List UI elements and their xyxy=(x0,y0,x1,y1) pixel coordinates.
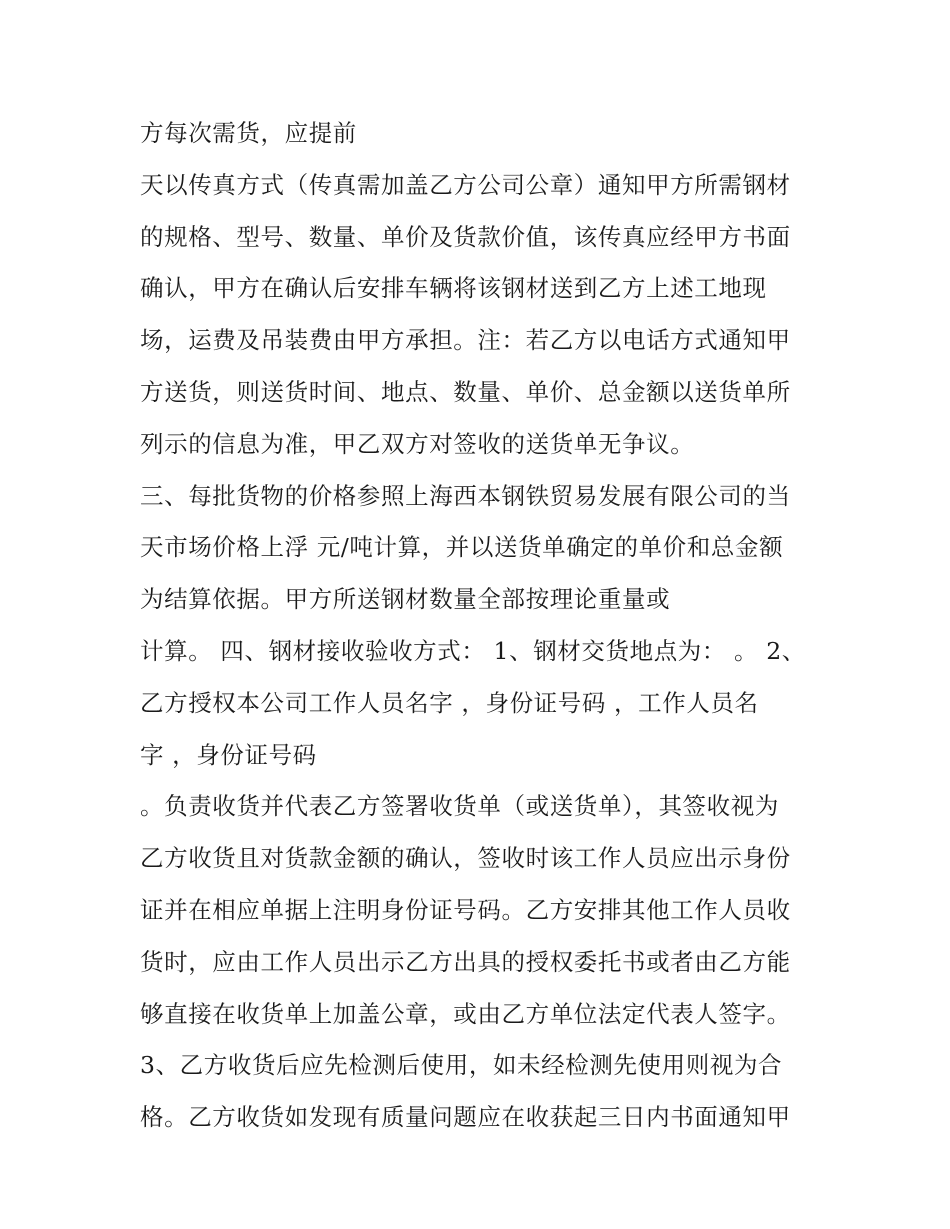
text-line: 确认，甲方在确认后安排车辆将该钢材送到乙方上述工地现 xyxy=(140,274,767,303)
text-line: 方送货，则送货时间、地点、数量、单价、总金额以送货单所 xyxy=(140,377,791,406)
text-line: 的规格、型号、数量、单价及货款价值，该传真应经甲方书面 xyxy=(140,222,791,251)
text-line: 货时，应由工作人员出示乙方出具的授权委托书或者由乙方能 xyxy=(140,947,791,976)
text-line: 天以传真方式（传真需加盖乙方公司公章）通知甲方所需钢材 xyxy=(140,170,791,199)
text-line: 天市场价格上浮 元/吨计算，并以送货单确定的单价和总金额 xyxy=(140,533,784,562)
text-line: 3、乙方收货后应先检测后使用，如未经检测先使用则视为合 xyxy=(140,1051,783,1080)
text-line: 字 ，身份证号码 xyxy=(140,740,317,769)
text-line: 。负责收货并代表乙方签署收货单（或送货单），其签收视为 xyxy=(140,792,779,821)
text-line: 证并在相应单据上注明身份证号码。乙方安排其他工作人员收 xyxy=(140,895,791,924)
text-line: 乙方授权本公司工作人员名字 ，身份证号码 ，工作人员名 xyxy=(140,688,759,717)
text-line: 三、每批货物的价格参照上海西本钢铁贸易发展有限公司的当 xyxy=(140,481,791,510)
text-line: 计算。 四、钢材接收验收方式： 1、钢材交货地点为： 。 2、 xyxy=(140,636,806,665)
text-line: 为结算依据。甲方所送钢材数量全部按理论重量或 xyxy=(140,585,671,614)
text-line: 格。乙方收货如发现有质量问题应在收获起三日内书面通知甲 xyxy=(140,1103,791,1132)
text-line: 方每次需货，应提前 xyxy=(140,119,357,147)
text-line: 场，运费及吊装费由甲方承担。注：若乙方以电话方式通知甲 xyxy=(140,326,791,355)
text-line: 乙方收货且对货款金额的确认，签收时该工作人员应出示身份 xyxy=(140,844,791,873)
text-line: 够直接在收货单上加盖公章，或由乙方单位法定代表人签字。 xyxy=(140,999,791,1028)
text-line: 列示的信息为准，甲乙双方对签收的送货单无争议。 xyxy=(140,429,695,458)
contract-text-body xyxy=(140,108,820,1144)
